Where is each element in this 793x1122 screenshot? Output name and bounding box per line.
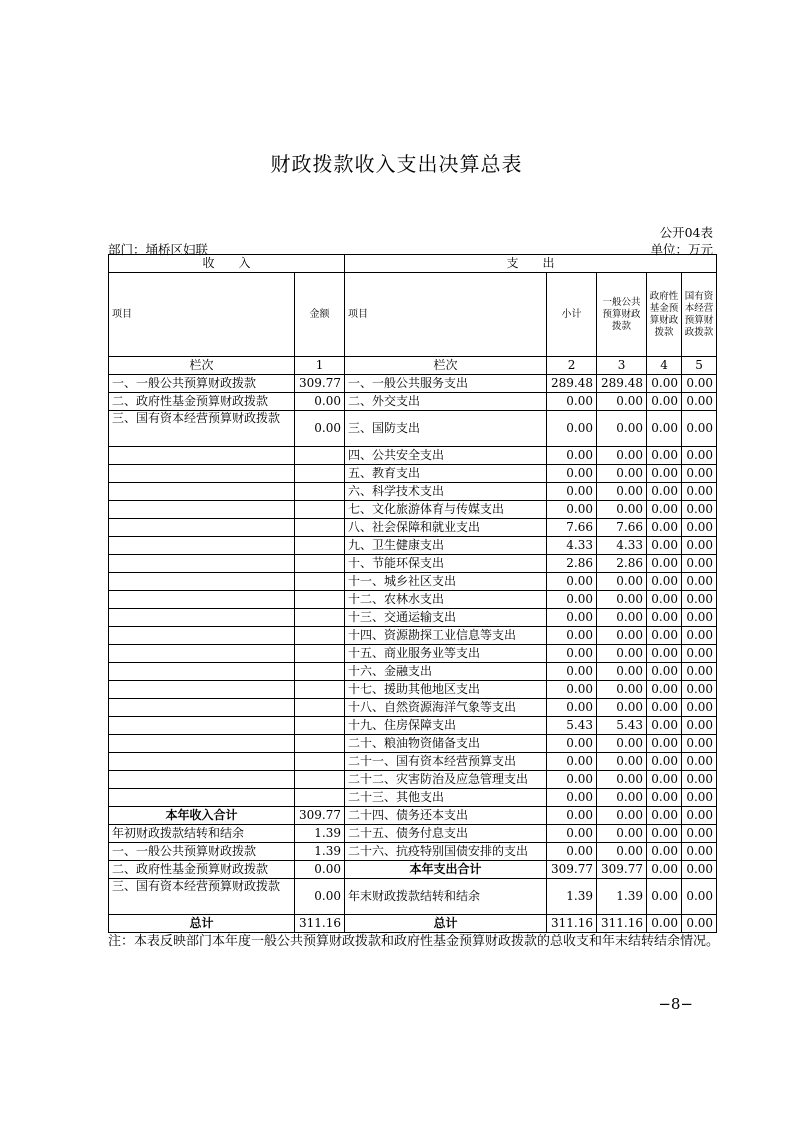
expense-item-cell: 二十四、债务还本支出	[345, 807, 547, 825]
income-item-header: 项目	[109, 273, 295, 357]
state-capital-cell: 0.00	[682, 789, 717, 807]
state-capital-cell: 0.00	[682, 447, 717, 465]
state-capital-cell: 0.00	[682, 825, 717, 843]
gov-fund-cell: 0.00	[647, 771, 682, 789]
form-number: 公开04表	[659, 225, 713, 240]
subtotal-cell: 0.00	[547, 465, 597, 483]
state-capital-cell: 0.00	[682, 735, 717, 753]
subtotal-cell: 311.16	[547, 915, 597, 933]
table-row	[109, 573, 717, 591]
income-amount-cell	[295, 789, 345, 807]
expense-item-cell: 二十、粮油物资储备支出	[345, 735, 547, 753]
gov-fund-cell: 0.00	[647, 555, 682, 573]
subtotal-cell: 0.00	[547, 645, 597, 663]
gov-fund-cell: 0.00	[647, 447, 682, 465]
gov-fund-cell: 0.00	[647, 537, 682, 555]
expense-item-cell: 十一、城乡社区支出	[345, 573, 547, 591]
gov-fund-cell: 0.00	[647, 393, 682, 411]
income-amount-cell: 309.77	[295, 375, 345, 393]
gov-fund-cell: 0.00	[647, 591, 682, 609]
gov-fund-cell: 0.00	[647, 501, 682, 519]
state-capital-cell: 0.00	[682, 591, 717, 609]
state-capital-cell: 0.00	[682, 681, 717, 699]
table-row	[109, 375, 717, 393]
income-amount-cell	[295, 663, 345, 681]
income-amount-cell: 0.00	[295, 879, 345, 915]
state-capital-cell: 0.00	[682, 627, 717, 645]
table-row	[109, 843, 717, 861]
general-budget-cell: 0.00	[597, 465, 647, 483]
subtotal-cell: 7.66	[547, 519, 597, 537]
income-item-cell	[109, 519, 295, 537]
general-budget-cell: 0.00	[597, 681, 647, 699]
state-capital-cell: 0.00	[682, 807, 717, 825]
income-amount-cell	[295, 483, 345, 501]
income-item-cell	[109, 771, 295, 789]
gov-fund-cell: 0.00	[647, 573, 682, 591]
column-index-label: 栏次	[109, 357, 295, 375]
table-row	[109, 717, 717, 735]
income-item-cell: 二、政府性基金预算财政拨款	[109, 393, 295, 411]
subtotal-cell: 0.00	[547, 825, 597, 843]
income-amount-cell: 0.00	[295, 411, 345, 447]
income-item-cell	[109, 699, 295, 717]
state-capital-cell: 0.00	[682, 843, 717, 861]
expense-item-cell: 三、国防支出	[345, 411, 547, 447]
income-item-cell: 二、政府性基金预算财政拨款	[109, 861, 295, 879]
table-row	[109, 519, 717, 537]
subtotal-cell: 289.48	[547, 375, 597, 393]
general-budget-cell: 0.00	[597, 771, 647, 789]
table-row	[109, 789, 717, 807]
income-amount-cell	[295, 537, 345, 555]
expense-item-cell: 九、卫生健康支出	[345, 537, 547, 555]
page-number: −8−	[658, 995, 693, 1013]
general-budget-cell: 289.48	[597, 375, 647, 393]
general-budget-cell: 0.00	[597, 501, 647, 519]
income-item-cell	[109, 465, 295, 483]
amount-header: 金额	[295, 273, 345, 357]
subtotal-cell: 1.39	[547, 879, 597, 915]
table-row	[109, 411, 717, 447]
gov-fund-cell: 0.00	[647, 717, 682, 735]
state-capital-cell: 0.00	[682, 645, 717, 663]
income-item-cell: 一、一般公共预算财政拨款	[109, 375, 295, 393]
expense-item-cell: 六、科学技术支出	[345, 483, 547, 501]
column-index-2: 2	[547, 357, 597, 375]
gov-fund-cell: 0.00	[647, 807, 682, 825]
income-amount-cell	[295, 501, 345, 519]
gov-fund-cell: 0.00	[647, 843, 682, 861]
income-amount-cell	[295, 555, 345, 573]
general-budget-cell: 2.86	[597, 555, 647, 573]
income-item-cell	[109, 447, 295, 465]
table-row	[109, 609, 717, 627]
general-budget-cell: 0.00	[597, 411, 647, 447]
subtotal-cell: 0.00	[547, 699, 597, 717]
income-item-cell: 一、一般公共预算财政拨款	[109, 843, 295, 861]
state-capital-cell: 0.00	[682, 555, 717, 573]
subtotal-cell: 0.00	[547, 843, 597, 861]
income-amount-cell	[295, 753, 345, 771]
expense-item-cell: 十八、自然资源海洋气象等支出	[345, 699, 547, 717]
table-row	[109, 681, 717, 699]
income-item-cell	[109, 555, 295, 573]
general-budget-cell: 0.00	[597, 699, 647, 717]
income-amount-cell	[295, 735, 345, 753]
table-row	[109, 393, 717, 411]
subtotal-cell: 0.00	[547, 771, 597, 789]
table-row	[109, 645, 717, 663]
page-title: 财政拨款收入支出决算总表	[270, 152, 523, 176]
subtotal-cell: 0.00	[547, 393, 597, 411]
table-row	[109, 663, 717, 681]
table-row	[109, 483, 717, 501]
gov-fund-cell: 0.00	[647, 825, 682, 843]
income-item-cell	[109, 681, 295, 699]
expense-item-cell: 十四、资源勘探工业信息等支出	[345, 627, 547, 645]
table-row	[109, 915, 717, 933]
general-budget-cell: 0.00	[597, 393, 647, 411]
expense-item-cell: 四、公共安全支出	[345, 447, 547, 465]
subtotal-cell: 0.00	[547, 753, 597, 771]
expense-section-header: 支 出	[345, 255, 717, 273]
table-row	[109, 861, 717, 879]
subtotal-cell: 0.00	[547, 573, 597, 591]
section-header-row	[109, 255, 717, 273]
table-row	[109, 465, 717, 483]
gov-fund-header: 政府性基金预算财政拨款	[647, 273, 682, 357]
gov-fund-cell: 0.00	[647, 879, 682, 915]
income-section-header: 收 入	[109, 255, 345, 273]
subtotal-cell: 0.00	[547, 609, 597, 627]
state-capital-cell: 0.00	[682, 501, 717, 519]
state-capital-cell: 0.00	[682, 465, 717, 483]
income-amount-cell: 1.39	[295, 825, 345, 843]
income-item-cell	[109, 573, 295, 591]
column-index-1: 1	[295, 357, 345, 375]
state-capital-cell: 0.00	[682, 375, 717, 393]
income-item-cell	[109, 537, 295, 555]
state-capital-header: 国有资本经营预算财政拨款	[682, 273, 717, 357]
subtotal-cell: 0.00	[547, 681, 597, 699]
fiscal-summary-table	[108, 254, 717, 933]
table-row	[109, 753, 717, 771]
expense-item-cell: 八、社会保障和就业支出	[345, 519, 547, 537]
general-budget-cell: 0.00	[597, 483, 647, 501]
subtotal-cell: 4.33	[547, 537, 597, 555]
income-amount-cell	[295, 447, 345, 465]
gov-fund-cell: 0.00	[647, 789, 682, 807]
state-capital-cell: 0.00	[682, 519, 717, 537]
state-capital-cell: 0.00	[682, 393, 717, 411]
income-amount-cell: 0.00	[295, 861, 345, 879]
expense-item-cell: 二、外交支出	[345, 393, 547, 411]
department-label: 部门：埇桥区妇联	[108, 242, 209, 257]
general-budget-header: 一般公共预算财政拨款	[597, 273, 647, 357]
expense-item-cell: 二十五、债务付息支出	[345, 825, 547, 843]
income-amount-cell	[295, 645, 345, 663]
general-budget-cell: 0.00	[597, 645, 647, 663]
income-item-cell	[109, 753, 295, 771]
column-index-label: 栏次	[345, 357, 547, 375]
income-amount-cell	[295, 573, 345, 591]
table-row	[109, 735, 717, 753]
income-item-cell	[109, 591, 295, 609]
income-item-cell	[109, 735, 295, 753]
table-row	[109, 627, 717, 645]
table-row	[109, 807, 717, 825]
income-item-cell	[109, 609, 295, 627]
gov-fund-cell: 0.00	[647, 645, 682, 663]
table-row	[109, 501, 717, 519]
general-budget-cell: 7.66	[597, 519, 647, 537]
table-row	[109, 537, 717, 555]
income-item-cell: 三、国有资本经营预算财政拨款	[109, 411, 295, 447]
income-amount-cell: 309.77	[295, 807, 345, 825]
income-item-cell	[109, 501, 295, 519]
income-amount-cell	[295, 771, 345, 789]
general-budget-cell: 0.00	[597, 825, 647, 843]
general-budget-cell: 0.00	[597, 609, 647, 627]
general-budget-cell: 0.00	[597, 627, 647, 645]
expense-item-cell: 十二、农林水支出	[345, 591, 547, 609]
column-index-5: 5	[682, 357, 717, 375]
subtotal-cell: 0.00	[547, 735, 597, 753]
general-budget-cell: 0.00	[597, 789, 647, 807]
table-row	[109, 555, 717, 573]
unit-label: 单位：万元	[650, 242, 713, 257]
gov-fund-cell: 0.00	[647, 735, 682, 753]
general-budget-cell: 311.16	[597, 915, 647, 933]
general-budget-cell: 0.00	[597, 573, 647, 591]
expense-item-cell: 总计	[345, 915, 547, 933]
state-capital-cell: 0.00	[682, 717, 717, 735]
expense-item-cell: 七、文化旅游体育与传媒支出	[345, 501, 547, 519]
income-amount-cell: 311.16	[295, 915, 345, 933]
income-amount-cell: 0.00	[295, 393, 345, 411]
gov-fund-cell: 0.00	[647, 375, 682, 393]
subtotal-cell: 0.00	[547, 447, 597, 465]
subtotal-cell: 0.00	[547, 627, 597, 645]
income-item-cell: 三、国有资本经营预算财政拨款	[109, 879, 295, 915]
subtotal-cell: 0.00	[547, 663, 597, 681]
table-row	[109, 825, 717, 843]
gov-fund-cell: 0.00	[647, 411, 682, 447]
gov-fund-cell: 0.00	[647, 681, 682, 699]
expense-item-cell: 十九、住房保障支出	[345, 717, 547, 735]
gov-fund-cell: 0.00	[647, 483, 682, 501]
subtotal-cell: 0.00	[547, 483, 597, 501]
subtotal-cell: 2.86	[547, 555, 597, 573]
general-budget-cell: 0.00	[597, 735, 647, 753]
income-amount-cell	[295, 519, 345, 537]
income-item-cell	[109, 663, 295, 681]
general-budget-cell: 0.00	[597, 843, 647, 861]
subtotal-cell: 5.43	[547, 717, 597, 735]
income-amount-cell	[295, 465, 345, 483]
table-row	[109, 447, 717, 465]
gov-fund-cell: 0.00	[647, 519, 682, 537]
subtotal-cell: 0.00	[547, 501, 597, 519]
expense-item-cell: 五、教育支出	[345, 465, 547, 483]
gov-fund-cell: 0.00	[647, 915, 682, 933]
state-capital-cell: 0.00	[682, 915, 717, 933]
income-item-cell	[109, 789, 295, 807]
income-amount-cell	[295, 717, 345, 735]
income-amount-cell	[295, 591, 345, 609]
state-capital-cell: 0.00	[682, 573, 717, 591]
income-amount-cell	[295, 699, 345, 717]
general-budget-cell: 1.39	[597, 879, 647, 915]
income-item-cell	[109, 483, 295, 501]
expense-item-header: 项目	[345, 273, 547, 357]
expense-item-cell: 十七、援助其他地区支出	[345, 681, 547, 699]
expense-item-cell: 本年支出合计	[345, 861, 547, 879]
state-capital-cell: 0.00	[682, 879, 717, 915]
gov-fund-cell: 0.00	[647, 627, 682, 645]
income-amount-cell	[295, 609, 345, 627]
subtotal-cell: 0.00	[547, 789, 597, 807]
table-row	[109, 591, 717, 609]
state-capital-cell: 0.00	[682, 753, 717, 771]
column-index-row	[109, 357, 717, 375]
state-capital-cell: 0.00	[682, 537, 717, 555]
general-budget-cell: 309.77	[597, 861, 647, 879]
expense-item-cell: 二十一、国有资本经营预算支出	[345, 753, 547, 771]
state-capital-cell: 0.00	[682, 771, 717, 789]
general-budget-cell: 0.00	[597, 753, 647, 771]
gov-fund-cell: 0.00	[647, 663, 682, 681]
table-row	[109, 771, 717, 789]
expense-item-cell: 年末财政拨款结转和结余	[345, 879, 547, 915]
subtotal-cell: 0.00	[547, 807, 597, 825]
column-index-4: 4	[647, 357, 682, 375]
expense-item-cell: 二十三、其他支出	[345, 789, 547, 807]
subtotal-cell: 0.00	[547, 411, 597, 447]
subtotal-cell: 309.77	[547, 861, 597, 879]
expense-item-cell: 二十二、灾害防治及应急管理支出	[345, 771, 547, 789]
footnote: 注：本表反映部门本年度一般公共预算财政拨款和政府性基金预算财政拨款的总收支和年末结转结余情况。	[108, 934, 720, 949]
gov-fund-cell: 0.00	[647, 609, 682, 627]
table-row	[109, 879, 717, 915]
gov-fund-cell: 0.00	[647, 753, 682, 771]
expense-item-cell: 一、一般公共服务支出	[345, 375, 547, 393]
general-budget-cell: 5.43	[597, 717, 647, 735]
state-capital-cell: 0.00	[682, 663, 717, 681]
expense-item-cell: 二十六、抗疫特别国债安排的支出	[345, 843, 547, 861]
expense-item-cell: 十六、金融支出	[345, 663, 547, 681]
column-index-3: 3	[597, 357, 647, 375]
general-budget-cell: 4.33	[597, 537, 647, 555]
table-row	[109, 699, 717, 717]
subtotal-cell: 0.00	[547, 591, 597, 609]
state-capital-cell: 0.00	[682, 861, 717, 879]
state-capital-cell: 0.00	[682, 609, 717, 627]
income-item-cell	[109, 717, 295, 735]
income-item-cell: 本年收入合计	[109, 807, 295, 825]
income-item-cell: 年初财政拨款结转和结余	[109, 825, 295, 843]
general-budget-cell: 0.00	[597, 807, 647, 825]
expense-item-cell: 十五、商业服务业等支出	[345, 645, 547, 663]
gov-fund-cell: 0.00	[647, 861, 682, 879]
general-budget-cell: 0.00	[597, 663, 647, 681]
state-capital-cell: 0.00	[682, 699, 717, 717]
income-amount-cell: 1.39	[295, 843, 345, 861]
gov-fund-cell: 0.00	[647, 699, 682, 717]
gov-fund-cell: 0.00	[647, 465, 682, 483]
state-capital-cell: 0.00	[682, 483, 717, 501]
general-budget-cell: 0.00	[597, 447, 647, 465]
general-budget-cell: 0.00	[597, 591, 647, 609]
expense-item-cell: 十、节能环保支出	[345, 555, 547, 573]
subtotal-header: 小计	[547, 273, 597, 357]
state-capital-cell: 0.00	[682, 411, 717, 447]
income-item-cell: 总计	[109, 915, 295, 933]
expense-item-cell: 十三、交通运输支出	[345, 609, 547, 627]
income-item-cell	[109, 627, 295, 645]
column-header-row	[109, 273, 717, 357]
income-amount-cell	[295, 627, 345, 645]
income-amount-cell	[295, 681, 345, 699]
income-item-cell	[109, 645, 295, 663]
